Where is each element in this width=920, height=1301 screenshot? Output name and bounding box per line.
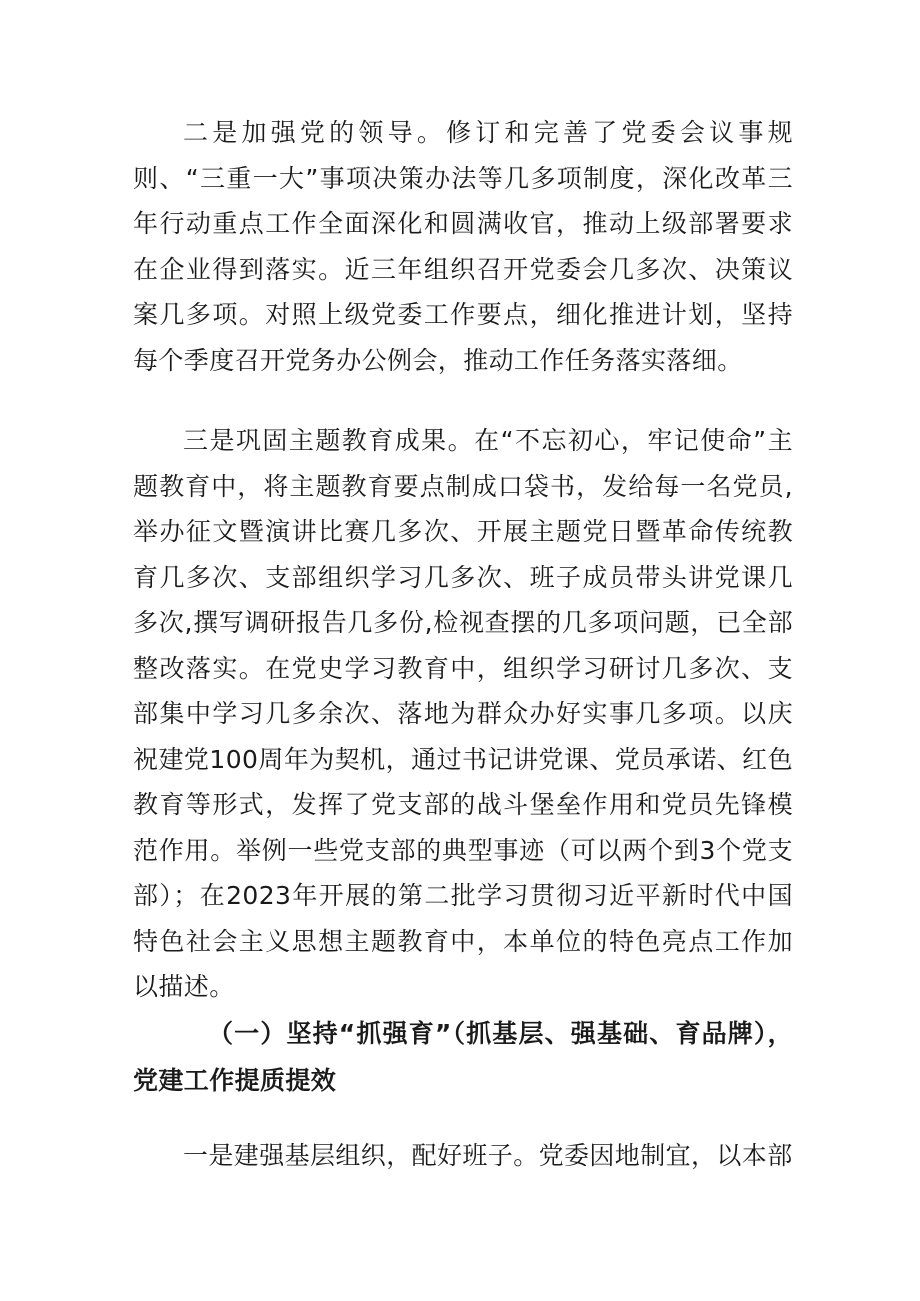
paragraph-grassroots-organization: 一是建强基层组织，配好班子。党委因地制宜，以本部	[183, 1141, 793, 1170]
paragraph-theme-education: 三是巩固主题教育成果。在“不忘初心，牢记使命”主题教育中，将主题教育要点制成口袋书，发给每一名党员,举办征文暨演讲比赛几多次、开展主题党日暨革命传统教育几多次、支部组织学习几多次、班子成员带头讲党课几多次,撰写调研报告几多份,检视查摆的几多项问题，已全部整改落实。在党史学习教育中，组织学习研讨几多次、支部集中学习几多余次、落地为群众办好实事几多项。以庆祝建党100周年为契机，通过书记讲党课、党员承诺、红色教育等形式，发挥了党支部的战斗堡垒作用和党员先锋模范作用。举例一些党支部的典型事迹（可以两个到3个党支部）；在2023年开展的第二批学习贯彻习近平新时代中国特色社会主义思想主题教育中，本单位的特色亮点工作加以描述。	[133, 426, 793, 1001]
paragraph-party-leadership: 二是加强党的领导。修订和完善了党委会议事规则、“三重一大”事项决策办法等几多项制度，深化改革三年行动重点工作全面深化和圆满收官，推动上级部署要求在企业得到落实。近三年组织召开党委会几多次、决策议案几多项。对照上级党委工作要点，细化推进计划，坚持每个季度召开党务办公例会，推动工作任务落实落细。	[133, 118, 793, 375]
section-heading: （一）坚持“抓强育”（抓基层、强基础、育品牌），党建工作提质提效	[133, 1019, 793, 1095]
